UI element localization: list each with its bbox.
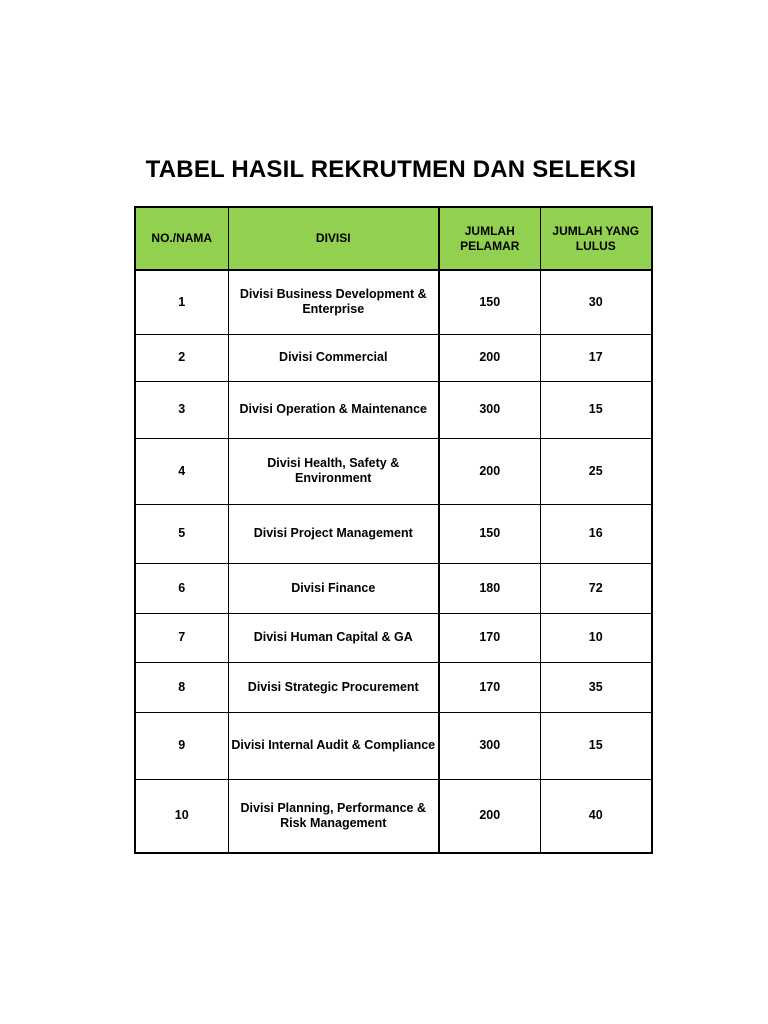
cell-pelamar: 150 (439, 270, 540, 334)
cell-pelamar: 200 (439, 334, 540, 381)
cell-pelamar: 300 (439, 381, 540, 438)
cell-no: 5 (135, 504, 228, 563)
table-row (135, 779, 652, 853)
cell-pelamar: 170 (439, 613, 540, 662)
cell-divisi: Divisi Health, Safety & Environment (228, 438, 439, 504)
header-jumlah-lulus: JUMLAH YANG LULUS (540, 207, 652, 270)
recruitment-results-table (134, 206, 653, 854)
table-row (135, 270, 652, 334)
table-row (135, 334, 652, 381)
table-row (135, 504, 652, 563)
cell-lulus: 10 (540, 613, 652, 662)
cell-lulus: 30 (540, 270, 652, 334)
cell-no: 3 (135, 381, 228, 438)
cell-no: 10 (135, 779, 228, 853)
cell-pelamar: 180 (439, 563, 540, 613)
cell-divisi: Divisi Strategic Procurement (228, 662, 439, 712)
cell-divisi: Divisi Operation & Maintenance (228, 381, 439, 438)
cell-no: 9 (135, 712, 228, 779)
header-jumlah-pelamar: JUMLAH PELAMAR (439, 207, 540, 270)
cell-divisi: Divisi Project Management (228, 504, 439, 563)
cell-lulus: 15 (540, 381, 652, 438)
cell-lulus: 25 (540, 438, 652, 504)
cell-pelamar: 150 (439, 504, 540, 563)
cell-pelamar: 200 (439, 779, 540, 853)
table-row (135, 662, 652, 712)
cell-divisi: Divisi Internal Audit & Compliance (228, 712, 439, 779)
cell-pelamar: 200 (439, 438, 540, 504)
table-header-row (135, 207, 652, 270)
table-row (135, 381, 652, 438)
cell-divisi: Divisi Human Capital & GA (228, 613, 439, 662)
cell-divisi: Divisi Finance (228, 563, 439, 613)
table-row (135, 438, 652, 504)
cell-divisi: Divisi Planning, Performance & Risk Management (228, 779, 439, 853)
cell-lulus: 16 (540, 504, 652, 563)
cell-no: 2 (135, 334, 228, 381)
cell-lulus: 17 (540, 334, 652, 381)
cell-pelamar: 170 (439, 662, 540, 712)
header-divisi: DIVISI (228, 207, 439, 270)
table-row (135, 613, 652, 662)
table-row (135, 563, 652, 613)
cell-no: 4 (135, 438, 228, 504)
header-no: NO./NAMA (135, 207, 228, 270)
cell-no: 8 (135, 662, 228, 712)
cell-lulus: 15 (540, 712, 652, 779)
cell-no: 6 (135, 563, 228, 613)
table-row (135, 712, 652, 779)
cell-pelamar: 300 (439, 712, 540, 779)
cell-lulus: 35 (540, 662, 652, 712)
cell-lulus: 40 (540, 779, 652, 853)
cell-divisi: Divisi Commercial (228, 334, 439, 381)
cell-divisi: Divisi Business Development & Enterprise (228, 270, 439, 334)
cell-no: 1 (135, 270, 228, 334)
page-title: TABEL HASIL REKRUTMEN DAN SELEKSI (145, 156, 637, 183)
cell-no: 7 (135, 613, 228, 662)
cell-lulus: 72 (540, 563, 652, 613)
